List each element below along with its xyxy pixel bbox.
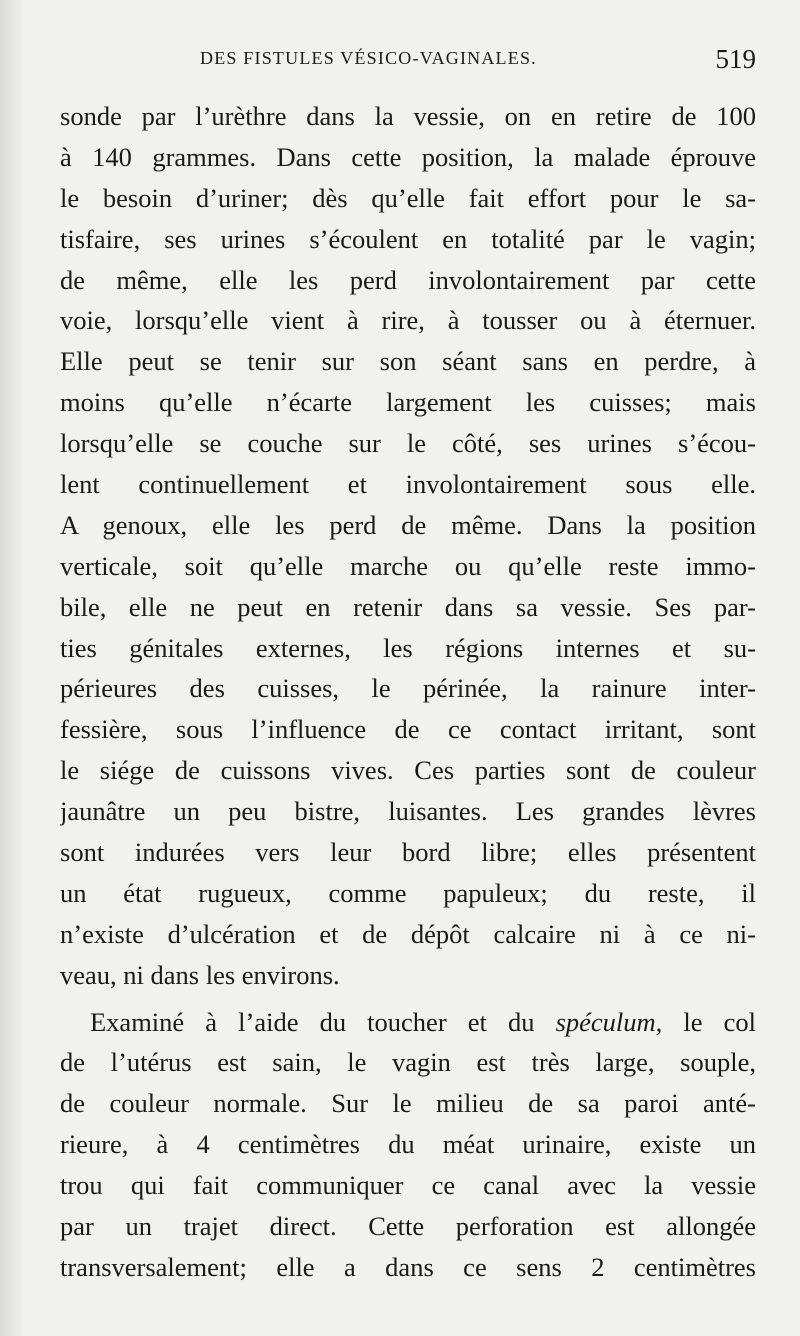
text-line-first [60,1002,756,1043]
text-line: trou qui fait communiquer ce canal avec la vessie [60,1170,756,1201]
text-line: périeures des cuisses, le périnée, la rainure inter- [60,673,756,704]
text-line: un état rugueux, comme papuleux; du reste, il [60,877,756,908]
italic-term: spéculum, [555,1006,663,1037]
body-text [60,96,756,1288]
text-line: lorsqu’elle se couche sur le côté, ses urines s’écou- [60,428,756,459]
text-line: fessière, sous l’influence de ce contact irritant, sont [60,714,756,745]
paragraph-2 [60,1002,756,1288]
text-line: par un trajet direct. Cette perforation est allongée [60,1211,756,1242]
text-line: voie, lorsqu’elle vient à rire, à tousser ou à éternuer. [60,305,756,336]
text-line: de l’utérus est sain, le vagin est très large, souple, [60,1047,756,1078]
text-run: le col [662,1006,756,1037]
text-line: tisfaire, ses urines s’écoulent en totalité par le vagin; [60,223,756,254]
text-line: le siége de cuissons vives. Ces parties sont de couleur [60,755,756,786]
text-line: veau, ni dans les environs. [60,959,340,990]
text-line: n’existe d’ulcération et de dépôt calcaire ni à ce ni- [60,918,756,949]
text-line: sont indurées vers leur bord libre; elles présentent [60,837,756,868]
text-run: Examiné à l’aide du toucher et du [90,1006,556,1037]
text-line: ties génitales externes, les régions internes et su- [60,632,756,663]
text-line: A genoux, elle les perd de même. Dans la position [60,509,756,540]
text-line: jaunâtre un peu bistre, luisantes. Les grandes lèvres [60,796,756,827]
running-title: DES FISTULES VÉSICO-VAGINALES. [200,48,537,68]
text-line: à 140 grammes. Dans cette position, la malade éprouve [60,141,756,172]
page-edge-shadow [0,0,22,1336]
text-line: bile, elle ne peut en retenir dans sa vessie. Ses par- [60,591,756,622]
text-line: Elle peut se tenir sur son séant sans en perdre, à [60,346,756,377]
text-line: moins qu’elle n’écarte largement les cuisses; mais [60,387,756,418]
text-line: sonde par l’urèthre dans la vessie, on en retire de 100 [60,101,756,131]
text-line: lent continuellement et involontairement sous elle. [60,469,756,500]
text-line: de couleur normale. Sur le milieu de sa paroi anté- [60,1088,756,1119]
paragraph-1 [60,96,756,996]
text-line: rieure, à 4 centimètres du méat urinaire, existe un [60,1129,756,1160]
text-line: transversalement; elle a dans ce sens 2 centimètres [60,1251,756,1282]
text-line: de même, elle les perd involontairement par cette [60,264,756,295]
text-line: verticale, soit qu’elle marche ou qu’elle reste immo- [60,550,756,581]
running-head [60,44,756,78]
page-number: 519 [715,44,756,74]
text-line: le besoin d’uriner; dès qu’elle fait effort pour le sa- [60,182,756,213]
